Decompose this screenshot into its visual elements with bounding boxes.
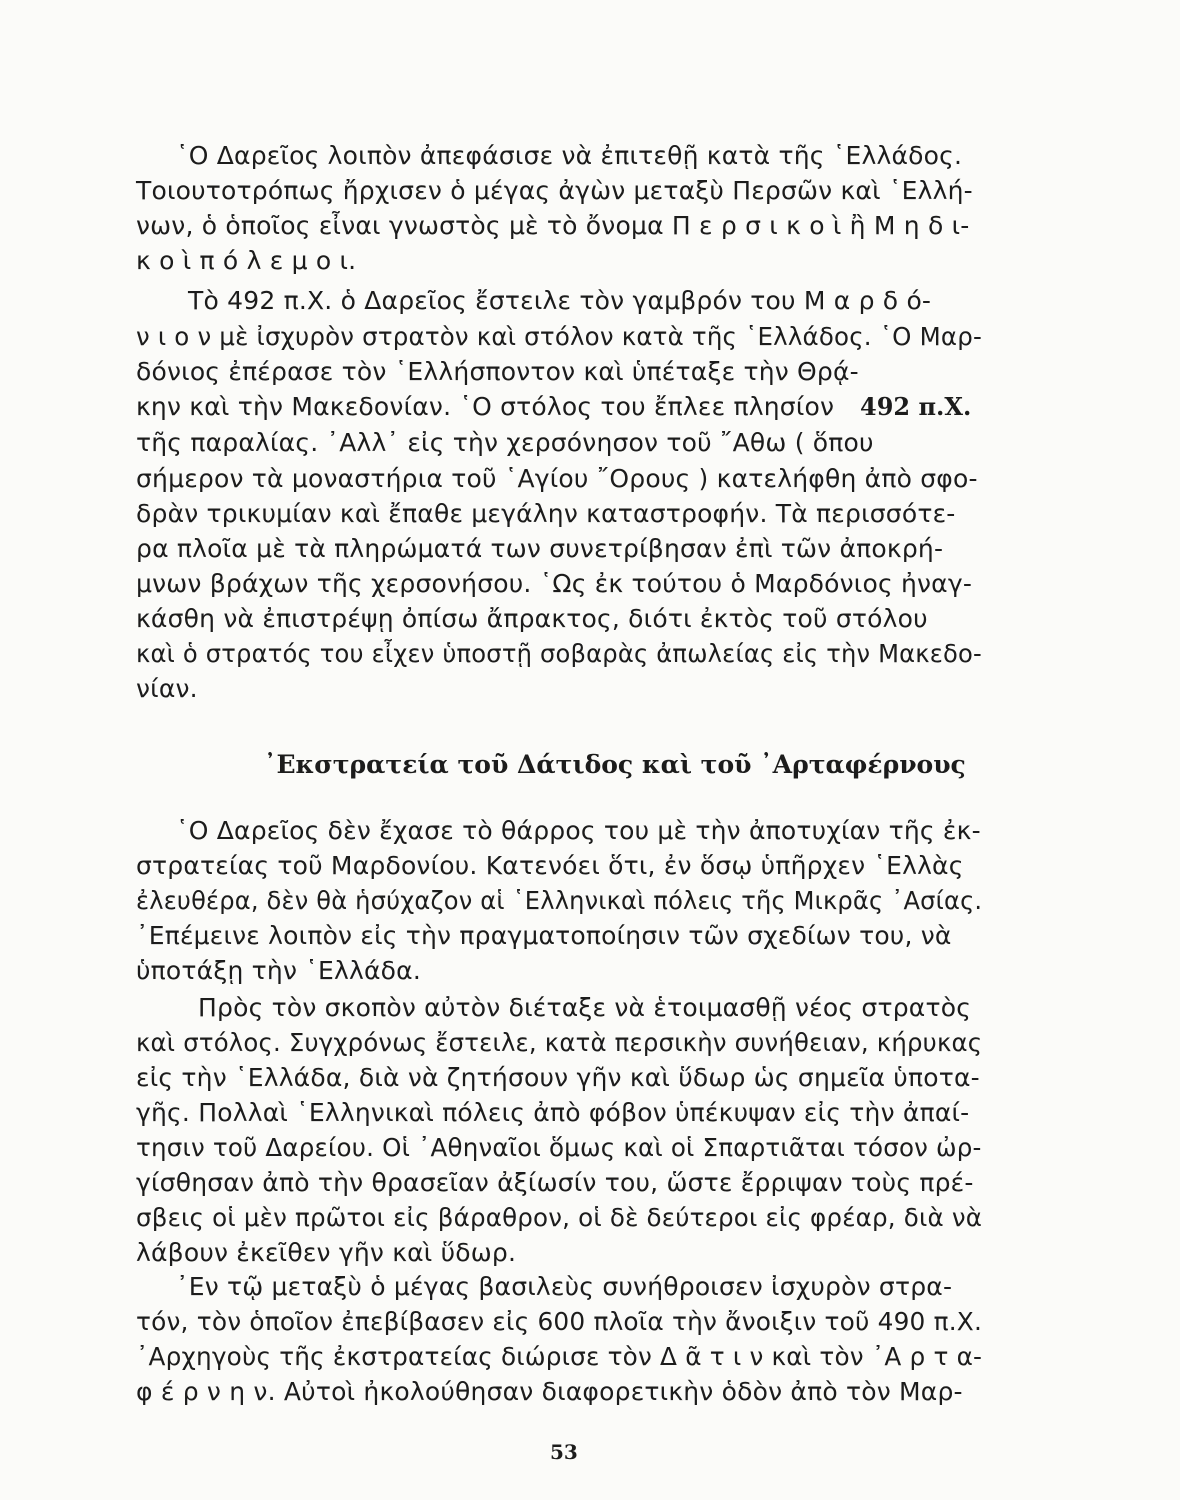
text-line: ρα πλοῖα μὲ τὰ πληρώματά των συνετρίβησαν ἐπὶ τῶν ἀποκρή- xyxy=(136,534,944,563)
text-line: κην καὶ τὴν Μακεδονίαν. ῾Ο στόλος του ἔπλεε πλησίον xyxy=(136,392,835,421)
text-line: δόνιος ἐπέρασε τὸν ῾Ελλήσποντον καὶ ὑπέταξε τὴν Θρᾴ- xyxy=(136,357,859,386)
text-line: ῾Ο Δαρεῖος δὲν ἔχασε τὸ θάρρος του μὲ τὴν ἀποτυχίαν τῆς ἐκ- xyxy=(176,816,981,845)
text-line: σβεις οἱ μὲν πρῶτοι εἰς βάραθρον, οἱ δὲ δεύτεροι εἰς φρέαρ, διὰ νὰ xyxy=(136,1203,983,1232)
text-line: τῆς παραλίας. ᾽Αλλ᾽ εἰς τὴν χερσόνησον τοῦ ῎Αθω ( ὅπου xyxy=(136,428,874,457)
text-line: νων, ὁ ὁποῖος εἶναι γνωστὸς μὲ τὸ ὄνομα Π ε ρ σ ι κ ο ὶ ἢ Μ η δ ι- xyxy=(136,211,970,240)
text-line: ᾽Εν τῷ μεταξὺ ὁ μέγας βασιλεὺς συνήθροισεν ἰσχυρὸν στρα- xyxy=(176,1272,953,1301)
text-line: λάβουν ἐκεῖθεν γῆν καὶ ὕδωρ. xyxy=(136,1238,517,1267)
margin-date-note: 492 π.Χ. xyxy=(860,392,972,421)
text-line: μνων βράχων τῆς χερσονήσου. ῾Ως ἐκ τούτου ὁ Μαρδόνιος ἠναγ- xyxy=(136,569,973,598)
text-line: ν ι ο ν μὲ ἰσχυρὸν στρατὸν καὶ στόλον κατὰ τῆς ῾Ελλάδος. ῾Ο Μαρ- xyxy=(136,322,983,351)
text-line: ᾽Επέμεινε λοιπὸν εἰς τὴν πραγματοποίησιν τῶν σχεδίων του, νὰ xyxy=(136,921,952,950)
text-line: στρατείας τοῦ Μαρδονίου. Κατενόει ὅτι, ἐν ὅσῳ ὑπῆρχεν ῾Ελλὰς xyxy=(136,851,964,880)
page-number: 53 xyxy=(550,1440,578,1464)
text-line: Τοιουτοτρόπως ἤρχισεν ὁ μέγας ἀγὼν μεταξὺ Περσῶν καὶ ῾Ελλή- xyxy=(136,176,973,205)
text-line: γίσθησαν ἀπὸ τὴν θρασεῖαν ἀξίωσίν του, ὥστε ἔρριψαν τοὺς πρέ- xyxy=(136,1168,974,1197)
text-line: ᾽Αρχηγοὺς τῆς ἐκστρατείας διώρισε τὸν Δ ᾶ τ ι ν καὶ τὸν ᾽Α ρ τ α- xyxy=(136,1342,983,1371)
section-heading: ᾽Εκστρατεία τοῦ Δάτιδος καὶ τοῦ ᾽Αρταφέρνους xyxy=(264,750,966,779)
text-line: δρὰν τρικυμίαν καὶ ἔπαθε μεγάλην καταστροφήν. Τὰ περισσότε- xyxy=(136,499,956,528)
text-line: ἐλευθέρα, δὲν θὰ ἡσύχαζον αἱ ῾Ελληνικαὶ πόλεις τῆς Μικρᾶς ᾽Ασίας. xyxy=(136,886,983,915)
text-line: κ ο ὶ π ό λ ε μ ο ι. xyxy=(136,246,357,275)
text-line: φ έ ρ ν η ν. Αὐτοὶ ἠκολούθησαν διαφορετικὴν ὁδὸν ἀπὸ τὸν Μαρ- xyxy=(136,1377,963,1406)
text-line: γῆς. Πολλαὶ ῾Ελληνικαὶ πόλεις ἀπὸ φόβον ὑπέκυψαν εἰς τὴν ἀπαί- xyxy=(136,1098,970,1127)
text-line: ὑποτάξῃ τὴν ῾Ελλάδα. xyxy=(136,956,421,985)
text-line: τησιν τοῦ Δαρείου. Οἱ ᾽Αθηναῖοι ὅμως καὶ οἱ Σπαρτιᾶται τόσον ὠρ- xyxy=(136,1133,982,1162)
text-line: Πρὸς τὸν σκοπὸν αὐτὸν διέταξε νὰ ἑτοιμασθῇ νέος στρατὸς xyxy=(198,993,972,1022)
text-line: καὶ στόλος. Συγχρόνως ἔστειλε, κατὰ περσικὴν συνήθειαν, κήρυκας xyxy=(136,1028,983,1057)
text-line: κάσθη νὰ ἐπιστρέψῃ ὀπίσω ἄπρακτος, διότι ἐκτὸς τοῦ στόλου xyxy=(136,604,928,633)
text-line: νίαν. xyxy=(136,674,198,703)
text-line: ῾Ο Δαρεῖος λοιπὸν ἀπεφάσισε νὰ ἐπιτεθῇ κατὰ τῆς ῾Ελλάδος. xyxy=(176,141,963,170)
text-line: Τὸ 492 π.Χ. ὁ Δαρεῖος ἔστειλε τὸν γαμβρόν του Μ α ρ δ ό- xyxy=(188,286,932,315)
text-line: σήμερον τὰ μοναστήρια τοῦ ῾Αγίου ῎Ορους ) κατελήφθη ἀπὸ σφο- xyxy=(136,464,978,493)
text-line: εἰς τὴν ῾Ελλάδα, διὰ νὰ ζητήσουν γῆν καὶ ὕδωρ ὡς σημεῖα ὑποτα- xyxy=(136,1063,980,1092)
text-line: τόν, τὸν ὁποῖον ἐπεβίβασεν εἰς 600 πλοῖα τὴν ἄνοιξιν τοῦ 490 π.Χ. xyxy=(136,1307,983,1336)
text-line: καὶ ὁ στρατός του εἶχεν ὑποστῇ σοβαρὰς ἀπωλείας εἰς τὴν Μακεδο- xyxy=(136,639,982,668)
